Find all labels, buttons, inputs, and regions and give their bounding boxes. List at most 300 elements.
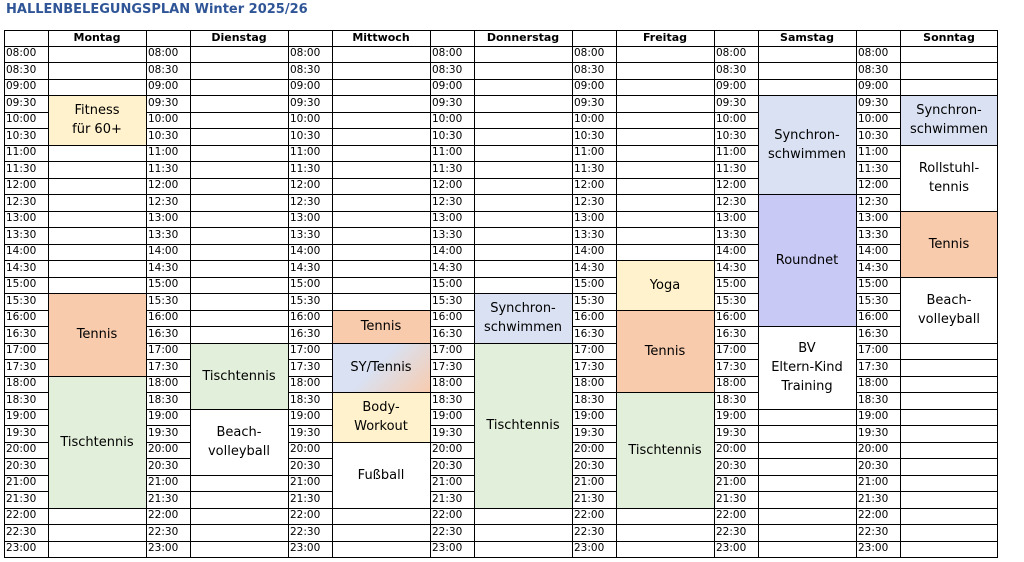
row-divider: [900, 458, 998, 459]
row-divider: [48, 541, 146, 542]
event-block[interactable]: Tischtennis: [616, 393, 714, 509]
row-divider: [474, 161, 572, 162]
row-divider: [856, 194, 900, 195]
row-divider: [190, 409, 288, 410]
row-divider: [190, 95, 288, 96]
row-divider: [714, 359, 758, 360]
row-divider: [190, 79, 288, 80]
row-divider: [714, 442, 758, 443]
row-divider: [332, 227, 430, 228]
row-divider: [900, 62, 998, 63]
event-block[interactable]: Tischtennis: [190, 343, 288, 409]
time-cell: 12:30: [290, 195, 321, 208]
row-divider: [48, 524, 146, 525]
event-block[interactable]: Tennis: [48, 294, 146, 377]
row-divider: [758, 79, 856, 80]
time-cell: 09:30: [858, 96, 889, 109]
row-divider: [4, 310, 48, 311]
time-cell: 18:00: [290, 377, 321, 389]
event-block[interactable]: Rollstuhl- tennis: [900, 145, 998, 211]
row-divider: [190, 343, 288, 344]
time-cell: 17:30: [574, 360, 605, 373]
event-block[interactable]: BV Eltern-Kind Training: [758, 327, 856, 410]
event-block[interactable]: Fußball: [332, 442, 430, 508]
time-cell: 22:00: [148, 509, 179, 521]
row-divider: [146, 442, 190, 443]
time-cell: 13:30: [858, 228, 889, 241]
time-cell: 23:00: [716, 542, 747, 554]
time-cell: 11:00: [716, 146, 747, 158]
time-cell: 12:00: [290, 179, 321, 191]
row-divider: [288, 425, 332, 426]
row-divider: [4, 409, 48, 410]
time-cell: 12:30: [574, 195, 605, 208]
row-divider: [714, 425, 758, 426]
time-cell: 22:00: [290, 509, 321, 521]
day-header-freitag: Freitag: [642, 31, 688, 44]
event-block[interactable]: Tennis: [332, 310, 430, 343]
row-divider: [332, 161, 430, 162]
time-cell: 22:30: [432, 525, 463, 538]
time-cell: 12:30: [6, 195, 37, 208]
time-cell: 21:00: [148, 476, 179, 488]
time-cell: 10:00: [148, 113, 179, 125]
time-cell: 10:30: [6, 129, 37, 142]
row-divider: [430, 227, 474, 228]
row-divider: [856, 508, 900, 509]
row-divider: [714, 343, 758, 344]
row-divider: [856, 128, 900, 129]
row-divider: [430, 392, 474, 393]
row-divider: [190, 508, 288, 509]
time-cell: 18:30: [6, 393, 37, 406]
time-cell: 09:30: [574, 96, 605, 109]
row-divider: [572, 343, 616, 344]
time-cell: 20:00: [716, 443, 747, 455]
row-divider: [288, 392, 332, 393]
time-cell: 16:30: [432, 327, 463, 340]
row-divider: [332, 128, 430, 129]
time-cell: 16:00: [148, 311, 179, 323]
row-divider: [616, 145, 714, 146]
row-divider: [146, 277, 190, 278]
time-cell: 14:30: [716, 261, 747, 274]
time-cell: 21:30: [290, 492, 321, 505]
row-divider: [4, 442, 48, 443]
row-divider: [288, 145, 332, 146]
time-cell: 13:30: [716, 228, 747, 241]
row-divider: [474, 541, 572, 542]
row-divider: [4, 62, 48, 63]
row-divider: [616, 524, 714, 525]
row-divider: [714, 376, 758, 377]
time-cell: 08:30: [574, 63, 605, 76]
time-cell: 11:30: [432, 162, 463, 175]
row-divider: [4, 359, 48, 360]
time-cell: 18:00: [574, 377, 605, 389]
row-divider: [616, 260, 714, 261]
row-divider: [900, 524, 998, 525]
time-cell: 21:30: [432, 492, 463, 505]
row-divider: [332, 79, 430, 80]
time-cell: 23:00: [290, 542, 321, 554]
row-divider: [616, 541, 714, 542]
time-cell: 20:30: [574, 459, 605, 472]
row-divider: [616, 62, 714, 63]
time-cell: 20:00: [148, 443, 179, 455]
event-block[interactable]: Synchron- schwimmen: [758, 96, 856, 195]
row-divider: [4, 260, 48, 261]
time-cell: 13:30: [290, 228, 321, 241]
row-divider: [572, 293, 616, 294]
time-cell: 08:30: [148, 63, 179, 76]
row-divider: [146, 244, 190, 245]
event-block[interactable]: Body- Workout: [332, 393, 430, 443]
time-cell: 14:30: [148, 261, 179, 274]
row-divider: [758, 442, 856, 443]
row-divider: [430, 541, 474, 542]
row-divider: [146, 343, 190, 344]
row-divider: [332, 310, 430, 311]
row-divider: [474, 343, 572, 344]
row-divider: [430, 244, 474, 245]
row-divider: [572, 442, 616, 443]
row-divider: [572, 425, 616, 426]
row-divider: [332, 392, 430, 393]
row-divider: [616, 310, 714, 311]
time-cell: 16:30: [858, 327, 889, 340]
row-divider: [288, 260, 332, 261]
time-cell: 17:30: [6, 360, 37, 373]
time-cell: 19:30: [858, 426, 889, 439]
time-cell: 18:30: [574, 393, 605, 406]
row-divider: [332, 293, 430, 294]
row-divider: [430, 194, 474, 195]
row-divider: [430, 95, 474, 96]
row-divider: [4, 244, 48, 245]
row-divider: [572, 359, 616, 360]
row-divider: [616, 178, 714, 179]
row-divider: [4, 277, 48, 278]
time-cell: 14:00: [574, 245, 605, 257]
time-cell: 11:30: [6, 162, 37, 175]
event-block[interactable]: SY/Tennis: [332, 343, 430, 393]
row-divider: [616, 392, 714, 393]
row-divider: [146, 194, 190, 195]
row-divider: [4, 524, 48, 525]
row-divider: [714, 326, 758, 327]
time-cell: 08:00: [148, 47, 179, 59]
row-divider: [430, 178, 474, 179]
time-cell: 14:30: [574, 261, 605, 274]
row-divider: [4, 293, 48, 294]
row-divider: [48, 277, 146, 278]
time-cell: 19:00: [574, 410, 605, 422]
row-divider: [900, 508, 998, 509]
time-cell: 20:30: [858, 459, 889, 472]
time-cell: 17:00: [574, 344, 605, 356]
row-divider: [474, 508, 572, 509]
row-divider: [146, 293, 190, 294]
row-divider: [190, 260, 288, 261]
row-divider: [474, 293, 572, 294]
row-divider: [190, 310, 288, 311]
time-cell: 22:30: [6, 525, 37, 538]
row-divider: [4, 227, 48, 228]
row-divider: [146, 161, 190, 162]
row-divider: [856, 442, 900, 443]
time-cell: 14:00: [858, 245, 889, 257]
time-cell: 09:00: [432, 80, 463, 92]
time-cell: 23:00: [858, 542, 889, 554]
time-cell: 08:30: [716, 63, 747, 76]
time-cell: 22:30: [148, 525, 179, 538]
time-cell: 20:00: [6, 443, 37, 455]
row-divider: [856, 62, 900, 63]
row-divider: [146, 326, 190, 327]
row-divider: [146, 359, 190, 360]
row-divider: [48, 293, 146, 294]
time-cell: 19:30: [574, 426, 605, 439]
time-cell: 08:00: [6, 47, 37, 59]
row-divider: [288, 508, 332, 509]
row-divider: [430, 491, 474, 492]
row-divider: [758, 425, 856, 426]
row-divider: [288, 194, 332, 195]
event-block[interactable]: Yoga: [616, 261, 714, 311]
event-block[interactable]: Tennis: [616, 310, 714, 393]
row-divider: [758, 95, 856, 96]
row-divider: [146, 310, 190, 311]
row-divider: [48, 508, 146, 509]
time-cell: 08:30: [858, 63, 889, 76]
event-block[interactable]: Tischtennis: [48, 376, 146, 508]
row-divider: [146, 541, 190, 542]
time-cell: 19:00: [6, 410, 37, 422]
row-divider: [288, 244, 332, 245]
row-divider: [714, 194, 758, 195]
row-divider: [616, 244, 714, 245]
time-cell: 09:00: [858, 80, 889, 92]
row-divider: [288, 293, 332, 294]
row-divider: [288, 310, 332, 311]
time-cell: 21:30: [574, 492, 605, 505]
row-divider: [4, 95, 48, 96]
time-cell: 11:00: [432, 146, 463, 158]
row-divider: [190, 293, 288, 294]
row-divider: [714, 161, 758, 162]
time-cell: 16:00: [858, 311, 889, 323]
row-divider: [714, 409, 758, 410]
row-divider: [856, 293, 900, 294]
row-divider: [332, 112, 430, 113]
time-cell: 20:30: [290, 459, 321, 472]
time-cell: 09:30: [716, 96, 747, 109]
time-cell: 22:30: [716, 525, 747, 538]
row-divider: [430, 79, 474, 80]
time-cell: 20:00: [574, 443, 605, 455]
row-divider: [430, 161, 474, 162]
time-cell: 15:00: [290, 278, 321, 290]
time-cell: 14:00: [716, 245, 747, 257]
row-divider: [190, 178, 288, 179]
row-divider: [430, 458, 474, 459]
row-divider: [714, 128, 758, 129]
time-cell: 15:30: [716, 294, 747, 307]
row-divider: [572, 409, 616, 410]
event-block[interactable]: Synchron- schwimmen: [474, 294, 572, 344]
time-cell: 11:30: [716, 162, 747, 175]
time-cell: 12:00: [432, 179, 463, 191]
time-cell: 09:30: [290, 96, 321, 109]
row-divider: [474, 524, 572, 525]
time-cell: 12:00: [716, 179, 747, 191]
time-cell: 08:00: [574, 47, 605, 59]
time-cell: 09:00: [148, 80, 179, 92]
row-divider: [572, 277, 616, 278]
event-block[interactable]: Tennis: [900, 211, 998, 277]
event-block[interactable]: Beach- volleyball: [190, 409, 288, 475]
time-cell: 08:30: [432, 63, 463, 76]
time-cell: 20:00: [858, 443, 889, 455]
time-cell: 20:30: [6, 459, 37, 472]
event-block[interactable]: Fitness für 60+: [48, 96, 146, 146]
row-divider: [430, 508, 474, 509]
row-divider: [146, 112, 190, 113]
row-divider: [4, 458, 48, 459]
row-divider: [856, 277, 900, 278]
row-divider: [474, 244, 572, 245]
row-divider: [48, 260, 146, 261]
time-cell: 17:00: [858, 344, 889, 356]
time-cell: 14:30: [858, 261, 889, 274]
time-cell: 21:00: [858, 476, 889, 488]
time-cell: 15:00: [716, 278, 747, 290]
row-divider: [190, 62, 288, 63]
row-divider: [856, 79, 900, 80]
row-divider: [288, 409, 332, 410]
row-divider: [900, 392, 998, 393]
row-divider: [572, 508, 616, 509]
row-divider: [616, 112, 714, 113]
time-cell: 20:00: [290, 443, 321, 455]
time-cell: 08:00: [716, 47, 747, 59]
row-divider: [190, 112, 288, 113]
row-divider: [474, 128, 572, 129]
row-divider: [190, 326, 288, 327]
row-divider: [856, 475, 900, 476]
time-cell: 11:30: [858, 162, 889, 175]
row-divider: [332, 211, 430, 212]
row-divider: [146, 458, 190, 459]
row-divider: [758, 409, 856, 410]
time-cell: 13:00: [6, 212, 37, 224]
row-divider: [714, 244, 758, 245]
time-cell: 12:00: [6, 179, 37, 191]
row-divider: [856, 359, 900, 360]
schedule-grid: [4, 30, 1022, 558]
time-cell: 08:00: [858, 47, 889, 59]
row-divider: [288, 95, 332, 96]
time-cell: 20:00: [432, 443, 463, 455]
event-block[interactable]: Roundnet: [758, 195, 856, 327]
time-cell: 17:30: [432, 360, 463, 373]
time-cell: 12:30: [858, 195, 889, 208]
row-divider: [48, 376, 146, 377]
row-divider: [146, 260, 190, 261]
time-cell: 21:30: [148, 492, 179, 505]
row-divider: [900, 79, 998, 80]
row-divider: [714, 112, 758, 113]
row-divider: [856, 458, 900, 459]
row-divider: [900, 277, 998, 278]
time-cell: 11:00: [6, 146, 37, 158]
row-divider: [190, 524, 288, 525]
event-block[interactable]: Tischtennis: [474, 343, 572, 508]
time-cell: 20:30: [432, 459, 463, 472]
row-divider: [288, 343, 332, 344]
time-cell: 19:00: [858, 410, 889, 422]
event-block[interactable]: Beach- volleyball: [900, 277, 998, 343]
row-divider: [4, 145, 48, 146]
row-divider: [288, 112, 332, 113]
row-divider: [572, 376, 616, 377]
row-divider: [146, 392, 190, 393]
row-divider: [288, 359, 332, 360]
row-divider: [714, 211, 758, 212]
row-divider: [616, 95, 714, 96]
time-cell: 10:30: [432, 129, 463, 142]
row-divider: [190, 491, 288, 492]
time-cell: 19:30: [716, 426, 747, 439]
time-cell: 22:00: [432, 509, 463, 521]
day-header-sonntag: Sonntag: [923, 31, 975, 44]
row-divider: [48, 211, 146, 212]
time-cell: 12:30: [148, 195, 179, 208]
row-divider: [572, 475, 616, 476]
row-divider: [714, 293, 758, 294]
row-divider: [714, 310, 758, 311]
row-divider: [572, 178, 616, 179]
time-cell: 12:30: [432, 195, 463, 208]
row-divider: [856, 244, 900, 245]
row-divider: [758, 508, 856, 509]
row-divider: [474, 227, 572, 228]
time-cell: 15:30: [148, 294, 179, 307]
row-divider: [190, 194, 288, 195]
row-divider: [856, 112, 900, 113]
row-divider: [714, 458, 758, 459]
row-divider: [332, 62, 430, 63]
time-cell: 10:00: [574, 113, 605, 125]
time-cell: 18:00: [432, 377, 463, 389]
row-divider: [190, 475, 288, 476]
time-cell: 13:30: [6, 228, 37, 241]
row-divider: [4, 161, 48, 162]
row-divider: [714, 524, 758, 525]
time-cell: 23:00: [148, 542, 179, 554]
row-divider: [572, 194, 616, 195]
row-divider: [572, 62, 616, 63]
time-cell: 21:00: [290, 476, 321, 488]
event-block[interactable]: Synchron- schwimmen: [900, 96, 998, 146]
time-cell: 13:00: [716, 212, 747, 224]
row-divider: [714, 541, 758, 542]
row-divider: [288, 376, 332, 377]
time-cell: 15:30: [858, 294, 889, 307]
time-cell: 12:00: [574, 179, 605, 191]
day-header-donnerstag: Donnerstag: [486, 31, 560, 44]
